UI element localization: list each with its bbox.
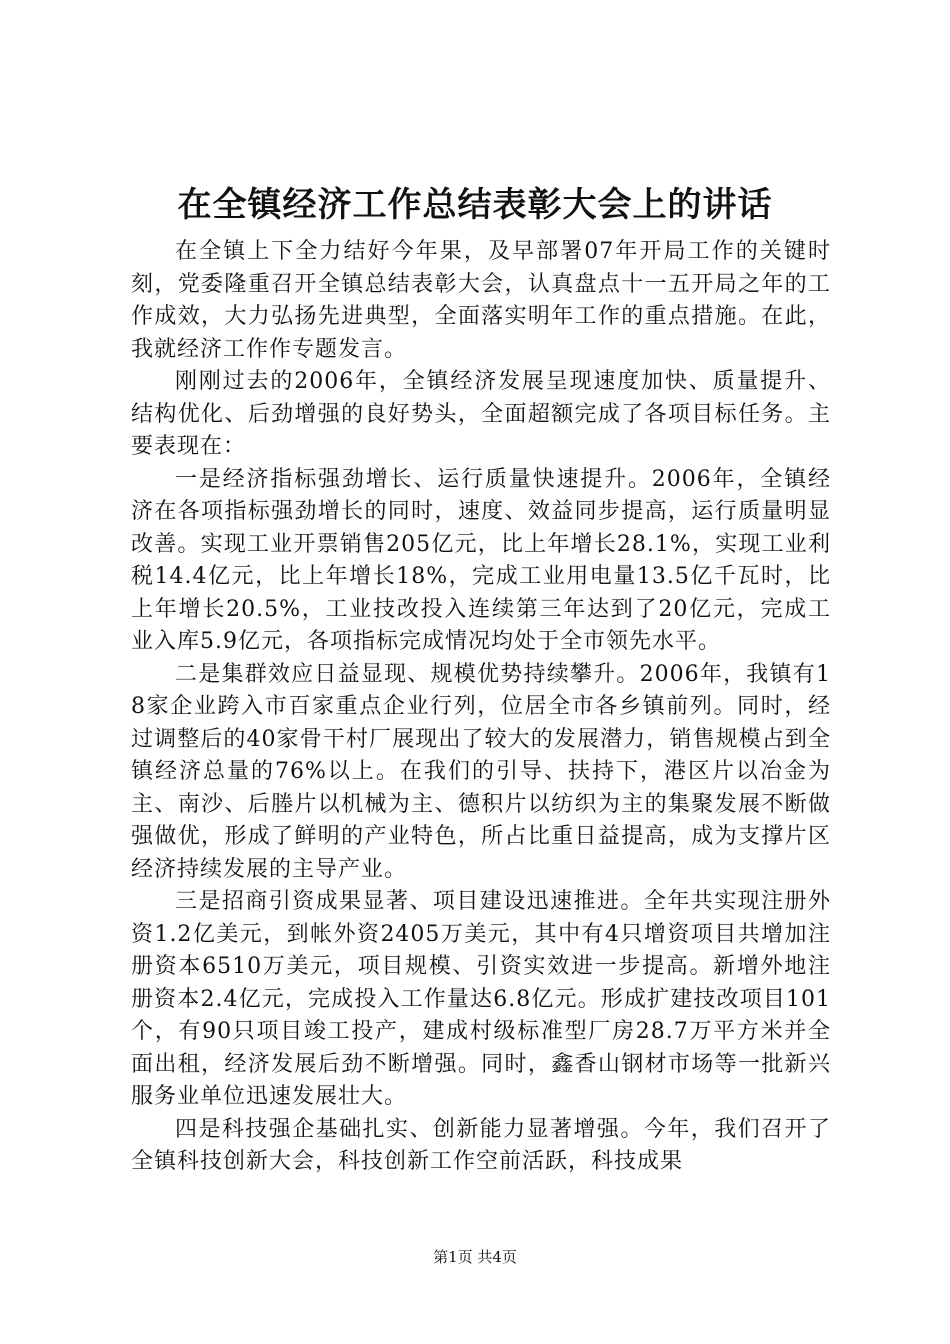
paragraph-intro: 在全镇上下全力结好今年果，及早部署07年开局工作的关键时刻，党委隆重召开全镇总结表彰大会，认真盘点十一五开局之年的工作成效，大力弘扬先进典型，全面落实明年工作的重点措施。在此，我就经济工作作专题发言。: [131, 239, 831, 362]
paragraph-overview: 刚刚过去的2006年，全镇经济发展呈现速度加快、质量提升、结构优化、后劲增强的良好势头，全面超额完成了各项目标任务。主要表现在：: [131, 369, 831, 459]
document-title: 在全镇经济工作总结表彰大会上的讲话: [177, 185, 773, 225]
paragraph-point-1: 一是经济指标强劲增长、运行质量快速提升。2006年，全镇经济在各项指标强劲增长的同时，速度、效益同步提高，运行质量明显改善。实现工业开票销售205亿元，比上年增长28.1%，实现工业利税14.4亿元，比上年增长18%，完成工业用电量13.5亿千瓦时，比上年增长20.5%，工业技改投入连续第三年达到了20亿元，完成工业入库5.9亿元，各项指标完成情况均处于全市领先水平。: [131, 466, 831, 654]
paragraph-point-4: 四是科技强企基础扎实、创新能力显著增强。今年，我们召开了全镇科技创新大会，科技创新工作空前活跃，科技成果: [131, 1116, 831, 1174]
page-number-footer: 第1页 共4页: [433, 1248, 517, 1266]
paragraph-point-2: 二是集群效应日益显现、规模优势持续攀升。2006年，我镇有18家企业跨入市百家重点企业行列，位居全市各乡镇前列。同时，经过调整后的40家骨干村厂展现出了较大的发展潜力，销售规模占到全镇经济总量的76%以上。在我们的引导、扶持下，港区片以冶金为主、南沙、后塍片以机械为主、德积片以纺织为主的集聚发展不断做强做优，形成了鲜明的产业特色，所占比重日益提高，成为支撑片区经济持续发展的主导产业。: [131, 661, 831, 882]
document-body: [131, 236, 831, 1179]
paragraph-point-3: 三是招商引资成果显著、项目建设迅速推进。全年共实现注册外资1.2亿美元，到帐外资2405万美元，其中有4只增资项目共增加注册资本6510万美元，项目规模、引资实效进一步提高。新增外地注册资本2.4亿元，完成投入工作量达6.8亿元。形成扩建技改项目101个，有90只项目竣工投产，建成村级标准型厂房28.7万平方米并全面出租，经济发展后劲不断增强。同时，鑫香山钢材市场等一批新兴服务业单位迅速发展壮大。: [131, 889, 831, 1109]
